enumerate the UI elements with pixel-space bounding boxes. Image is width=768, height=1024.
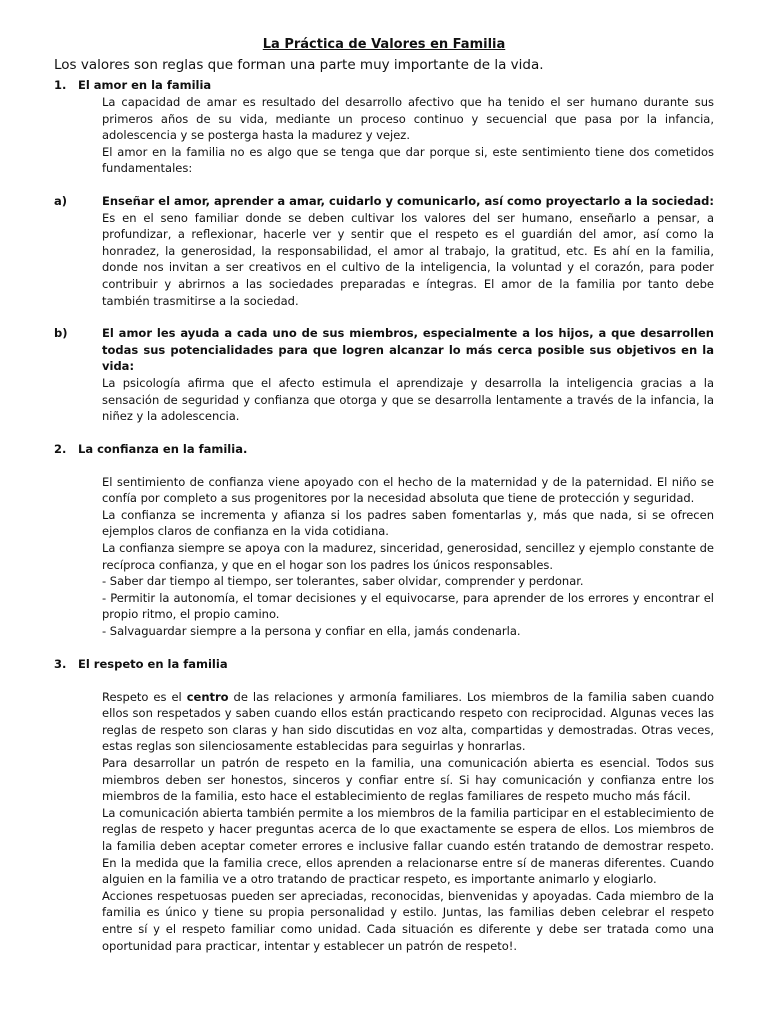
text-run: Respeto es el [102,689,187,704]
body-paragraph: El amor en la familia no es algo que se tenga que dar porque si, este sentimiento tiene dos cometidos fundamentales: [102,144,714,176]
section-title: La confianza en la familia. [78,441,248,456]
subsection-title: El amor les ayuda a cada uno de sus miembros, especialmente a los hijos, a que desarrollen todas sus potencialidades para que logren alcanzar lo más cerca posible sus objetivos en la vida [102,326,714,374]
body-paragraph: La comunicación abierta también permite a los miembros de la familia participar en el establecimiento de reglas de respeto y hacer preguntas acerca de lo que exactamente se espera de ellos. Los miembros de la familia deben aceptar cometer errores e inclusive fallar cuando estén tratando de demostrar respeto. En la medida que la familia crece, ellos aprenden a relacionarse entre sí de maneras diferentes. Cuando alguien en la familia ve a otro tratando de practicar respeto, es importante animarlo y elogiarlo. [102,805,714,887]
section-number: 3. [54,656,67,671]
document-title: La Práctica de Valores en Familia [262,37,506,52]
emphasis-text: centro [186,689,229,704]
body-paragraph: Es en el seno familiar donde se deben cultivar los valores del ser humano, enseñarlo a pensar, a profundizar, a reflexionar, hacerle ver y sentir que el respeto es el guardián del amor, así como la honradez, la generosidad, la responsabilidad, el amor al trabajo, la gratitud, etc. Es ahí en la familia, donde nos invitan a ser creativos en el cultivo de la inteligencia, la voluntad y el corazón, para poder contribuir y abrirnos a las sociedades preparadas e íntegras. El amor de la familia por tanto debe también trasmitirse a la sociedad. [102,210,714,308]
subsection-heading: a) Enseñar el amor, aprender a amar, cuidarlo y comunicarlo, así como proyectarlo a la sociedad: [54,193,714,208]
section-title: El amor en la familia [78,78,212,92]
section-heading [54,441,714,458]
body-paragraph: El sentimiento de confianza viene apoyado con el hecho de la maternidad y de la paternidad. El niño se confía por completo a sus progenitores por la necesidad absoluta que tiene de protección y seguridad. [102,474,714,506]
body-paragraph: Para desarrollar un patrón de respeto en la familia, una comunicación abierta es esencial. Todos sus miembros deben ser honestos, sinceros y confiar entre sí. Si hay comunicación y confianza entre los miembros de la familia, esto hace el establecimiento de reglas familiares de respeto mucho más fácil. [102,756,714,804]
body-paragraph [54,689,714,755]
subsection-letter: b) [54,326,68,341]
list-item: - Permitir la autonomía, el tomar decisiones y el equivocarse, para aprender de los errores y encontrar el propio ritmo, el propio camino. [102,590,714,622]
subsection-letter: a) [54,193,68,208]
section-heading [54,656,714,673]
section-number: 2. [54,441,67,456]
section-number: 1. [54,78,67,92]
list-item: - Saber dar tiempo al tiempo, ser tolerantes, saber olvidar, comprender y perdonar. [102,574,584,589]
body-paragraph: La capacidad de amar es resultado del desarrollo afectivo que ha tenido el ser humano durante sus primeros años de su vida, mediante un proceso continuo y secuencial que pasa por la infancia, adolescencia y se posterga hasta la madurez y vejez. [102,95,714,143]
list-item: - Salvaguardar siempre a la persona y confiar en ella, jamás condenarla. [102,624,521,639]
body-paragraph: La confianza se incrementa y afianza si los padres saben fomentarlas y, más que nada, si se ofrecen ejemplos claros de confianza en la vida cotidiana. [102,507,714,539]
body-paragraph: La psicología afirma que el afecto estimula el aprendizaje y desarrolla la inteligencia gracias a la sensación de seguridad y confianza que otorga y que se desarrolla lentamente a través de la infancia, la niñez y la adolescencia. [102,375,714,424]
body-paragraph: La confianza siempre se apoya con la madurez, sinceridad, generosidad, sencillez y ejemplo constante de recíproca confianza, y que en el hogar son los padres los únicos responsables. [102,541,714,572]
section-title: El respeto en la familia [78,656,228,671]
intro-paragraph: Los valores son reglas que forman una parte muy importante de la vida. [54,57,544,73]
body-paragraph: Acciones respetuosas pueden ser apreciadas, reconocidas, bienvenidas y apoyadas. Cada miembro de la familia es único y tiene su propia personalidad y estilo. Juntas, las familias deben celebrar el respeto entre sí y el respeto familiar como unidad. Cada situación es diferente y debe ser tratada como una oportunidad para practicar, intentar y establecer un patrón de respeto!. [102,888,714,953]
subsection-title: Enseñar el amor, aprender a amar, cuidarlo y comunicarlo, así como proyectarlo a la sociedad [102,193,710,208]
section-heading [54,77,714,94]
subsection-heading: b) El amor les ayuda a cada uno de sus miembros, especialmente a los hijos, a que desarrollen todas sus potencialidades para que logren alcanzar lo más cerca posible sus objetivos en la vida: [54,326,714,374]
text-run: de las relaciones y armonía familiares. Los miembros de la familia saben cuando ellos son respetados y saben cuando ellos están practicando respeto con reciprocidad. Algunas veces las reglas de respeto son claras y han sido discutidas en voz alta, compartidas y demostradas. Otras veces, estas reglas son silenciosamente establecidas para seguirlas y honrarlas. [102,689,714,754]
